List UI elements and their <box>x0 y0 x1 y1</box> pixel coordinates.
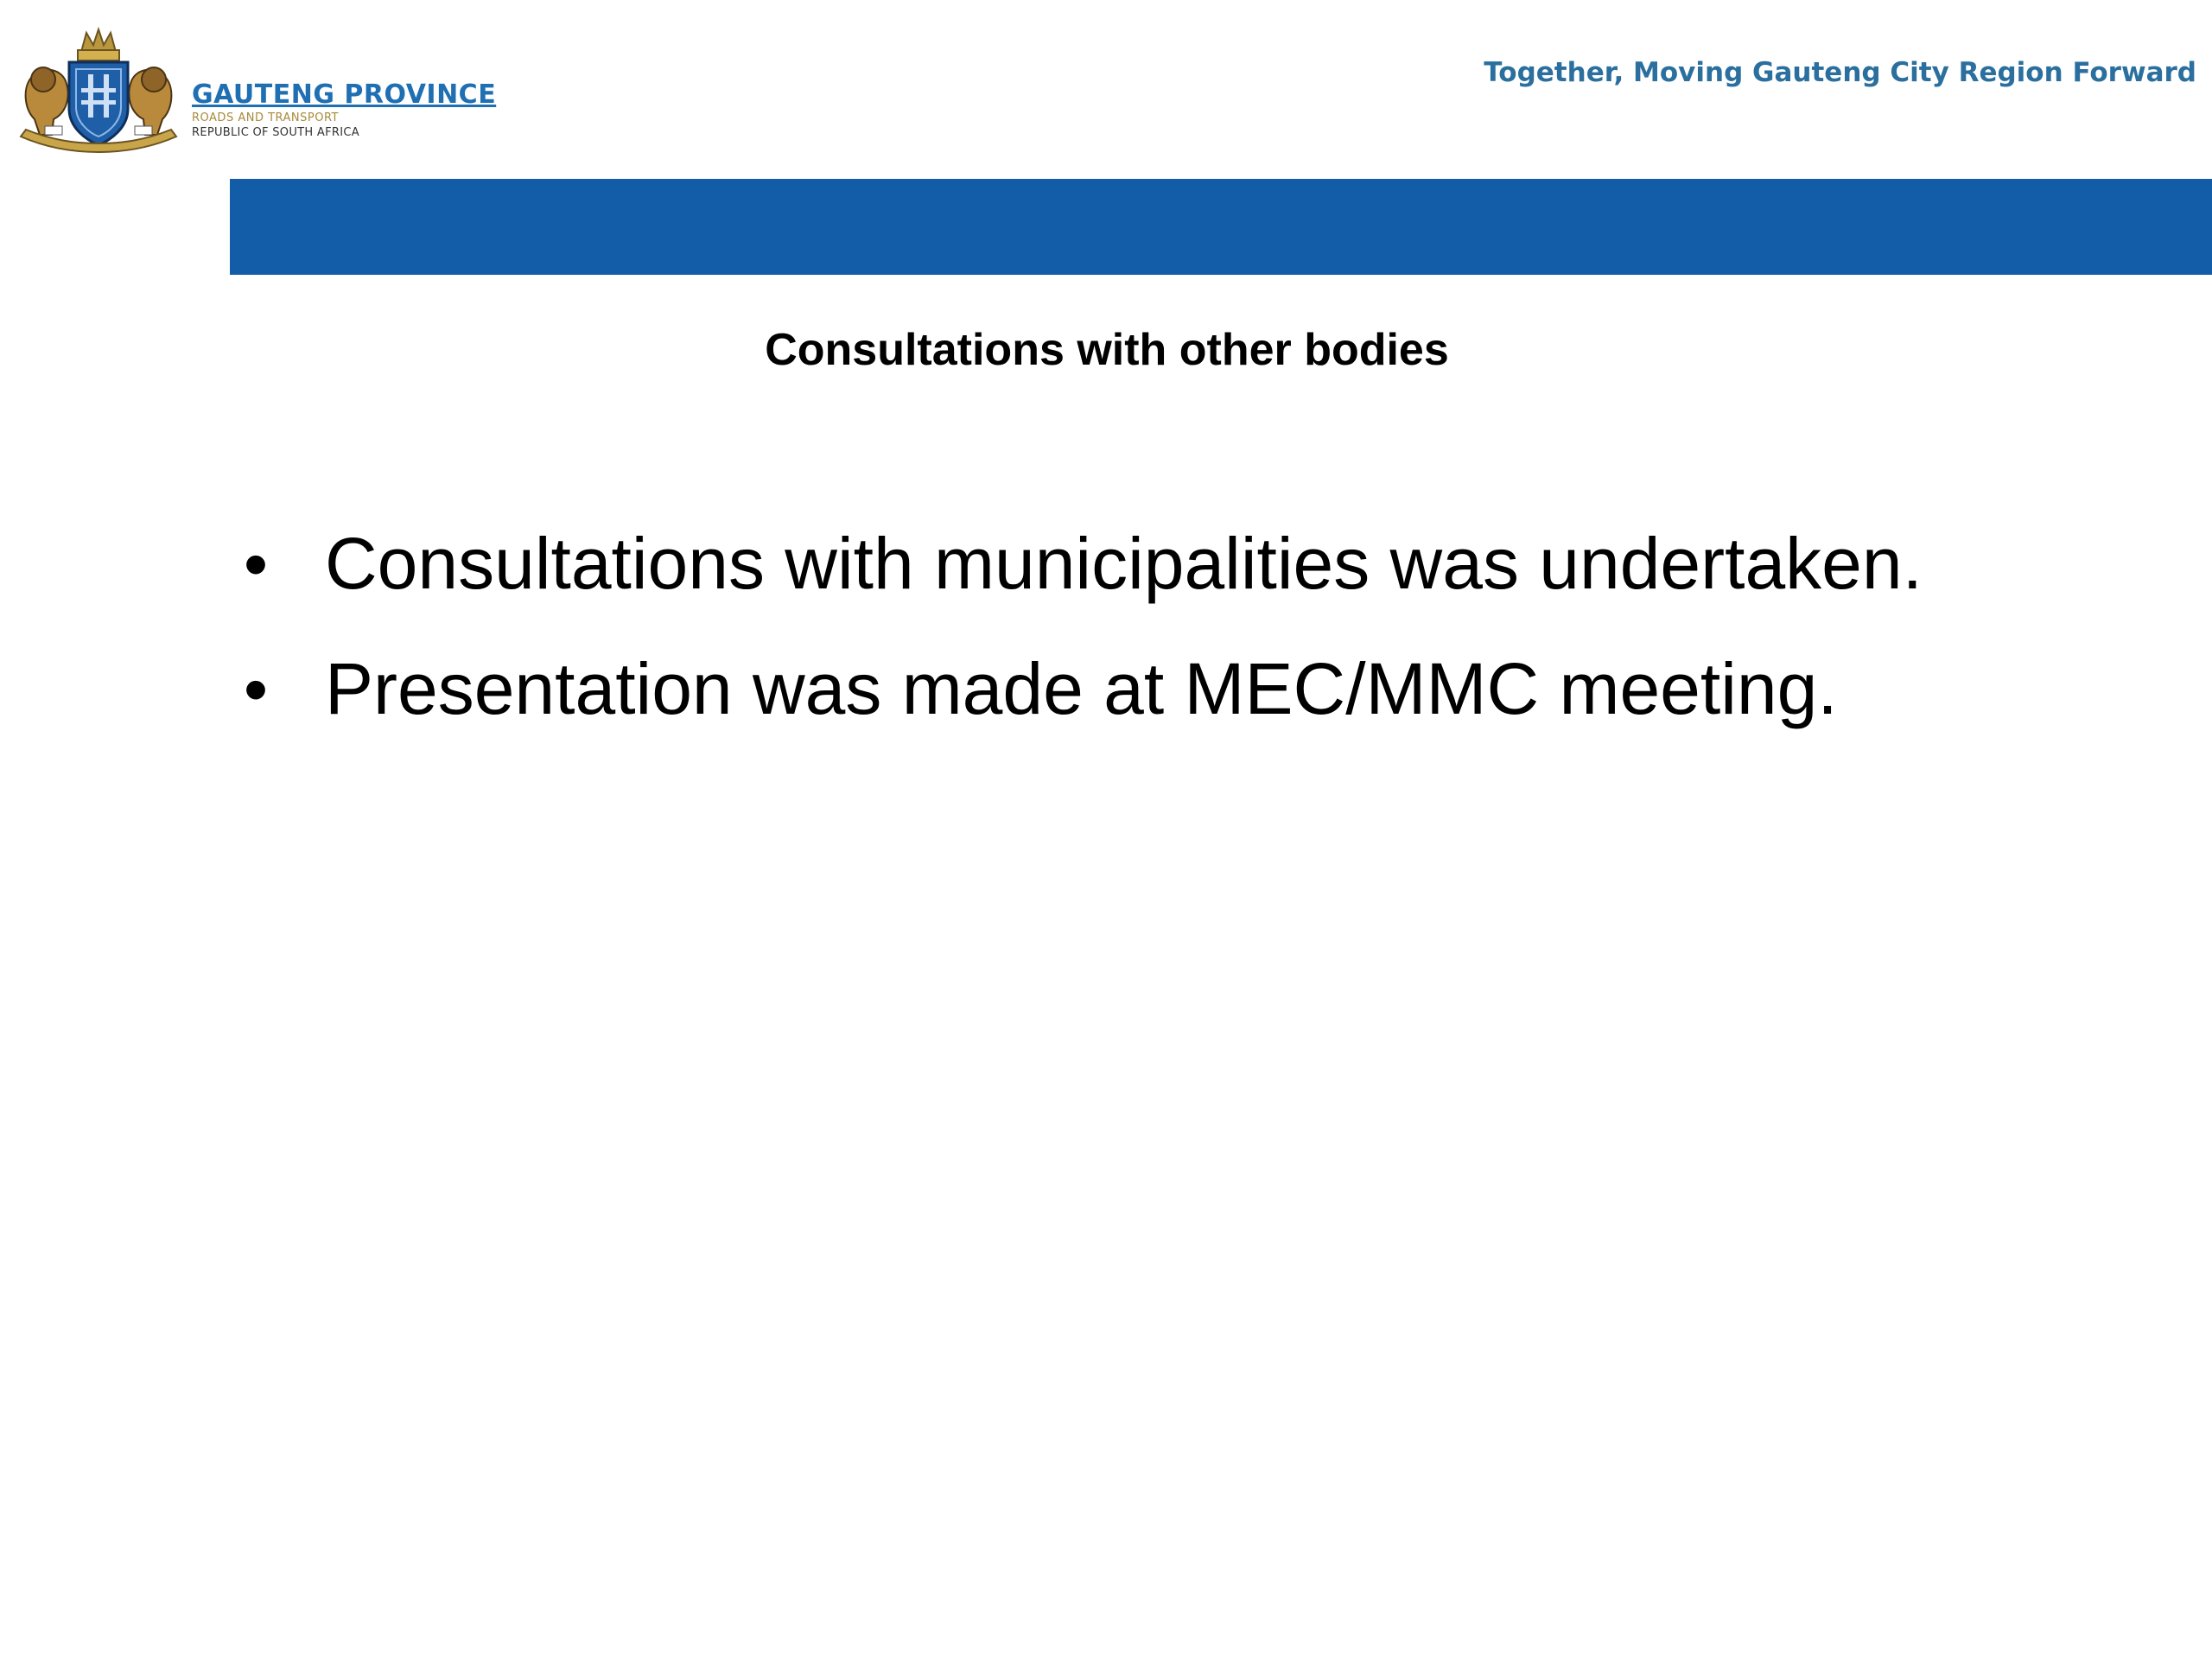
bullet-list <box>233 501 2177 752</box>
coat-of-arms-icon <box>14 26 183 156</box>
bullet-icon: • <box>244 651 269 728</box>
org-country: REPUBLIC OF SOUTH AFRICA <box>192 126 359 139</box>
bullet-text: Presentation was made at MEC/MMC meeting. <box>325 648 1838 729</box>
list-item <box>233 626 2177 752</box>
bullet-icon: • <box>244 525 269 602</box>
slide-title: Consultations with other bodies <box>765 325 1449 375</box>
gauteng-logo <box>14 26 498 156</box>
list-item <box>233 501 2177 626</box>
bullet-text: Consultations with municipalities was undertaken. <box>325 523 1923 604</box>
header-band <box>230 179 2212 275</box>
logo-text-block <box>192 79 496 140</box>
org-name: GAUTENG PROVINCE <box>192 79 497 110</box>
tagline: Together, Moving Gauteng City Region Forward <box>1484 57 2196 88</box>
org-department: ROADS AND TRANSPORT <box>192 111 340 124</box>
